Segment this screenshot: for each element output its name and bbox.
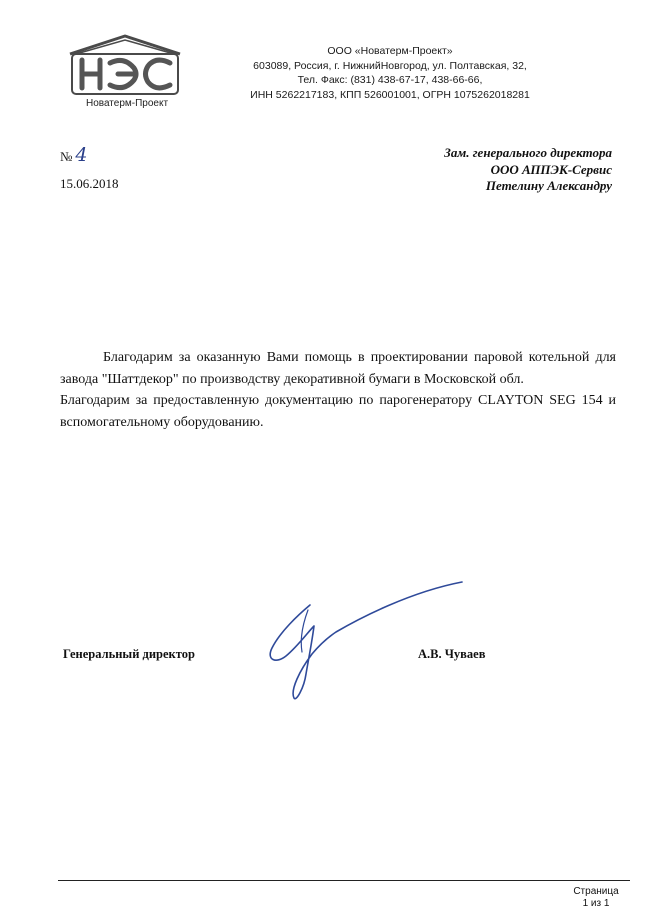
addressee-person: Петелину Александру — [485, 178, 612, 193]
body-paragraph-2: Благодарим за предоставленную документацию по парогенератору CLAYTON SEG 154 и вспомогательному оборудованию. — [60, 393, 616, 430]
page-count: 1 из 1 — [582, 898, 610, 909]
logo-caption: Новатерм-Проект — [85, 98, 169, 109]
company-address: 603089, Россия, г. НижнийНовгород, ул. Полтавская, 32, — [253, 59, 527, 72]
footer-divider — [58, 880, 630, 881]
signatory-role: Генеральный директор — [63, 647, 195, 661]
number-handwritten-value: 4 — [75, 144, 88, 166]
company-registration: ИНН 5262217183, КПП 526001001, ОГРН 1075262018281 — [250, 88, 530, 101]
body-paragraph-1: Благодарим за оказанную Вами помощь в проектировании паровой котельной для завода "Шаттдекор" по производству декоративной бумаги в Московской обл. — [60, 350, 616, 387]
page-indicator — [556, 886, 636, 910]
company-name: ООО «Новатерм-Проект» — [327, 45, 453, 57]
addressee-block — [380, 145, 612, 195]
company-phone-fax: Тел. Факс: (831) 438-67-17, 438-66-66, — [297, 74, 483, 86]
signatory-name: А.В. Чуваев — [418, 647, 486, 661]
number-label: № — [60, 149, 73, 164]
page-label: Страница — [573, 886, 619, 897]
document-date: 15.06.2018 — [60, 176, 119, 191]
addressee-position: Зам. генерального директора — [444, 145, 612, 160]
letterhead — [210, 44, 570, 102]
document-number — [60, 144, 88, 166]
addressee-organization: ООО АППЭК-Сервис — [490, 161, 612, 177]
handwritten-signature-icon — [250, 570, 470, 710]
letter-body — [60, 347, 616, 433]
